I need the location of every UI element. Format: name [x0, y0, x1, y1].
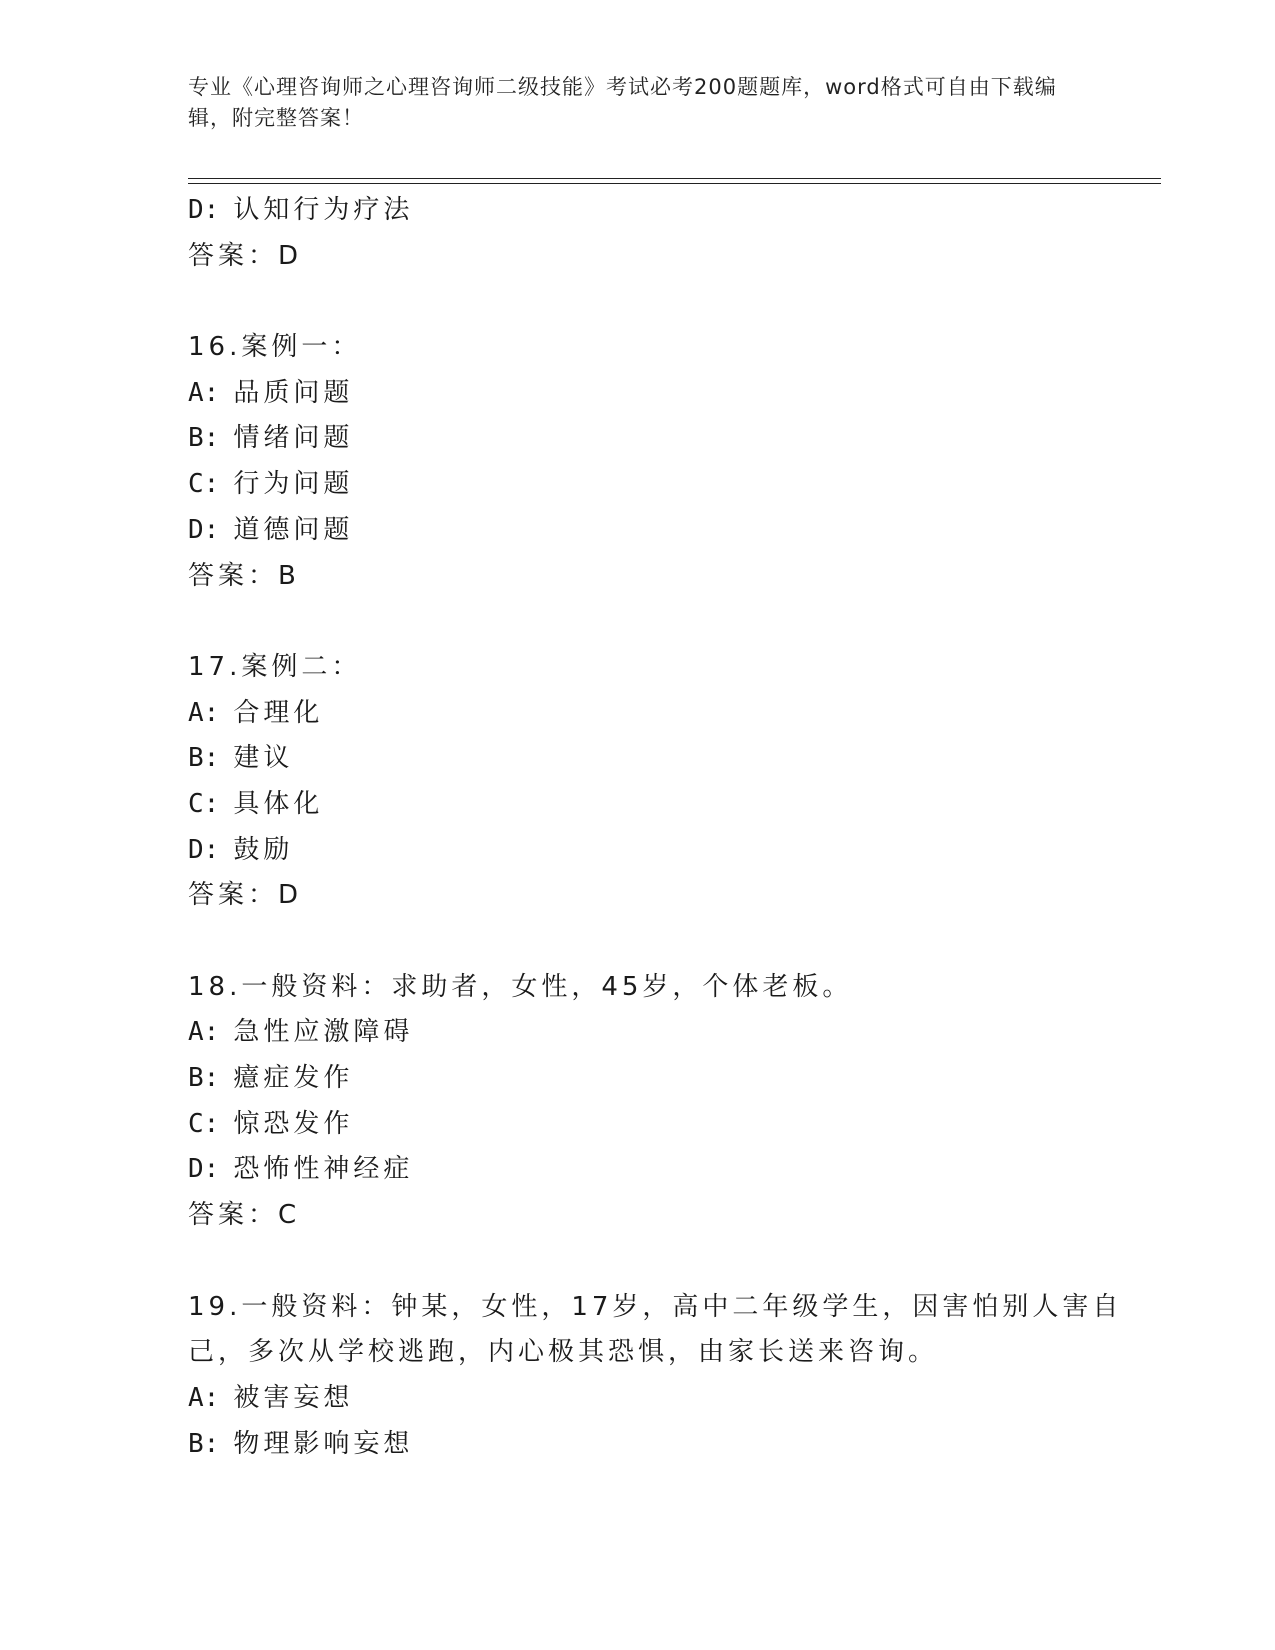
option-item	[188, 1147, 1128, 1193]
option-letter: A:	[188, 1017, 220, 1048]
question-stem: 16.案例一：	[188, 332, 362, 363]
option-letter: D:	[188, 834, 220, 865]
option-letter: C:	[188, 788, 220, 819]
option-item	[188, 188, 1128, 234]
option-item	[188, 736, 1128, 782]
document-header: 专业《心理咨询师之心理咨询师二级技能》考试必考200题题库，word格式可自由下载编辑，附完整答案！	[188, 75, 1057, 130]
option-letter: B:	[188, 423, 220, 454]
header-divider-top	[188, 178, 1161, 179]
option-item	[188, 508, 1128, 554]
option-text: 道德问题	[233, 514, 354, 545]
spacer	[188, 1239, 1128, 1285]
question-list	[188, 188, 1128, 1467]
option-letter: D:	[188, 514, 220, 545]
option-letter: A:	[188, 377, 220, 408]
option-text: 建议	[233, 743, 294, 774]
option-text: 恐怖性神经症	[233, 1154, 414, 1185]
option-letter: B:	[188, 1063, 220, 1094]
option-item	[188, 1376, 1128, 1422]
answer-line: 答案：D	[188, 880, 303, 911]
header-divider-bottom	[188, 183, 1161, 184]
spacer	[188, 279, 1128, 325]
option-item	[188, 1102, 1128, 1148]
option-item	[188, 782, 1128, 828]
option-letter: C:	[188, 469, 220, 500]
option-text: 合理化	[233, 697, 324, 728]
option-item	[188, 462, 1128, 508]
option-text: 鼓励	[233, 834, 294, 865]
option-letter: D:	[188, 1154, 220, 1185]
question-stem: 18.一般资料：求助者，女性，45岁，个体老板。	[188, 971, 853, 1002]
option-letter: A:	[188, 697, 220, 728]
option-text: 情绪问题	[233, 423, 354, 454]
spacer	[188, 919, 1128, 965]
spacer	[188, 599, 1128, 645]
answer-line: 答案：C	[188, 1200, 301, 1231]
answer-line: 答案：B	[188, 560, 300, 591]
option-item	[188, 371, 1128, 417]
option-item	[188, 1010, 1128, 1056]
question-stem: 19.一般资料：钟某，女性，17岁，高中二年级学生，因害怕别人害自己，多次从学校逃跑，内心极其恐惧，由家长送来咨询。	[188, 1291, 1123, 1368]
option-text: 惊恐发作	[233, 1108, 354, 1139]
option-text: 物理影响妄想	[233, 1428, 414, 1459]
option-letter: D:	[188, 195, 220, 225]
option-letter: C:	[188, 1108, 220, 1139]
answer-line: 答案：D	[188, 240, 303, 271]
option-item	[188, 1422, 1128, 1468]
option-letter: B:	[188, 743, 220, 774]
option-text: 被害妄想	[233, 1382, 354, 1413]
option-item	[188, 691, 1128, 737]
option-text: 具体化	[233, 788, 324, 819]
option-item	[188, 1056, 1128, 1102]
option-item	[188, 828, 1128, 874]
option-letter: A:	[188, 1382, 220, 1413]
question-stem: 17.案例二：	[188, 651, 362, 682]
option-item	[188, 416, 1128, 462]
option-text: 认知行为疗法	[233, 195, 414, 225]
option-text: 癔症发作	[233, 1063, 354, 1094]
option-text: 品质问题	[233, 377, 354, 408]
option-letter: B:	[188, 1428, 220, 1459]
option-text: 急性应激障碍	[233, 1017, 414, 1048]
option-text: 行为问题	[233, 469, 354, 500]
